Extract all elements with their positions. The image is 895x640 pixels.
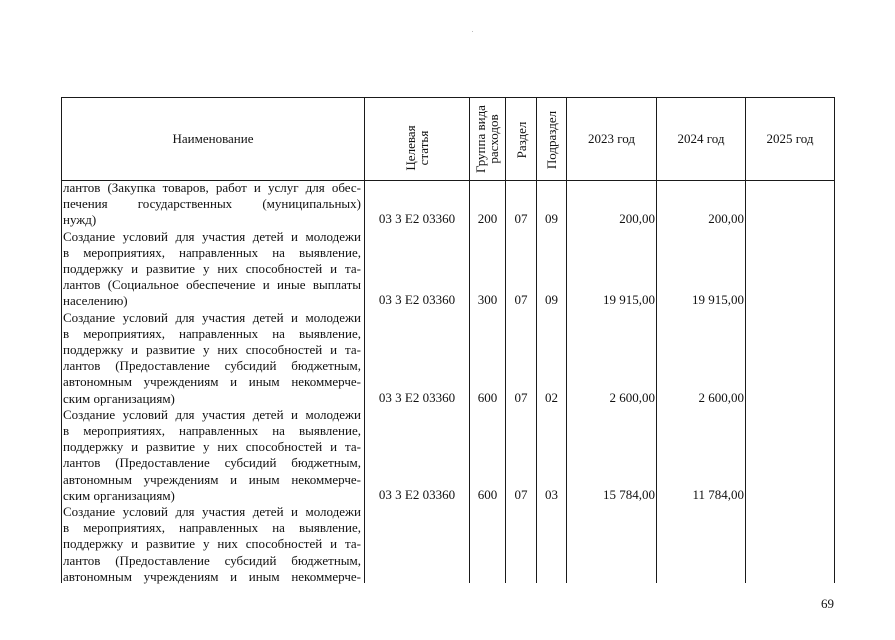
name-line: автономным учреждениям и иным некоммерче- <box>63 374 361 390</box>
page-number: 69 <box>821 596 834 611</box>
name-line: поддержку и развитие у них способностей и та- <box>63 260 361 276</box>
header-target-article-line1: Целевая <box>403 125 418 171</box>
name-line: лантов (Закупка товаров, работ и услуг для обес- <box>63 180 361 195</box>
name-line: Создание условий для участия детей и молодежи <box>63 504 361 519</box>
name-line: населению) <box>63 293 128 309</box>
name-line: лантов (Предоставление субсидий бюджетным, <box>63 358 361 374</box>
header-2024: 2024 год <box>677 131 725 146</box>
scan-speck <box>472 31 473 32</box>
header-section-label: Раздел <box>513 121 529 159</box>
header-section <box>512 99 530 181</box>
name-line: поддержку и развитие у них способностей и та- <box>63 536 361 552</box>
name-line: автономным учреждениям и иным некоммерче- <box>63 568 361 584</box>
name-line: в мероприятиях, направленных на выявление, <box>63 244 361 260</box>
name-line: Создание условий для участия детей и молодежи <box>63 228 361 244</box>
header-target-article-line2: статья <box>416 130 431 166</box>
col-border-3 <box>505 97 506 583</box>
col-border-8 <box>834 97 835 583</box>
name-line: в мероприятиях, направленных на выявление, <box>63 422 361 438</box>
name-line: в мероприятиях, направленных на выявление, <box>63 325 361 341</box>
row-2-section: 07 <box>514 292 528 307</box>
row-4-section: 07 <box>514 487 528 502</box>
header-expense-group-line1: Группа вида <box>473 105 488 173</box>
table-row-5-name <box>63 504 361 585</box>
table-row-4-name <box>63 407 361 504</box>
row-4-subsection: 03 <box>545 487 558 502</box>
row-1-article: 03 3 Е2 03360 <box>378 211 456 226</box>
row-3-article: 03 3 Е2 03360 <box>378 390 456 405</box>
row-1-2024: 200,00 <box>708 211 744 226</box>
row-3-2023: 2 600,00 <box>609 390 655 405</box>
row-4-2024: 11 784,00 <box>692 487 744 502</box>
row-2-2024: 19 915,00 <box>692 292 744 307</box>
row-4-group: 600 <box>477 487 498 502</box>
header-name: Наименование <box>172 131 254 146</box>
header-expense-group-line2: расходов <box>486 114 501 164</box>
name-line: в мероприятиях, направленных на выявление, <box>63 520 361 536</box>
header-2025: 2025 год <box>766 131 814 146</box>
header-target-article <box>397 107 437 189</box>
row-2-article: 03 3 Е2 03360 <box>378 292 456 307</box>
row-1-2023: 200,00 <box>619 211 655 226</box>
table-row-2-name <box>63 229 361 310</box>
name-line: поддержку и развитие у них способностей и та- <box>63 439 361 455</box>
row-3-section: 07 <box>514 390 528 405</box>
row-1-group: 200 <box>477 211 498 226</box>
row-4-2023: 15 784,00 <box>603 487 655 502</box>
row-2-subsection: 09 <box>545 292 558 307</box>
name-line: лантов (Предоставление субсидий бюджетным, <box>63 455 361 471</box>
row-1-subsection: 09 <box>545 211 558 226</box>
row-3-2024: 2 600,00 <box>698 390 744 405</box>
name-line: ским организациям) <box>63 390 175 406</box>
name-line: Создание условий для участия детей и молодежи <box>63 309 361 325</box>
name-line: нужд) <box>63 212 97 228</box>
col-border-4 <box>536 97 537 583</box>
name-line: печения государственных (муниципальных) <box>63 196 361 212</box>
name-line: ским организациям) <box>63 487 175 503</box>
row-4-article: 03 3 Е2 03360 <box>378 487 456 502</box>
name-line: поддержку и развитие у них способностей и та- <box>63 341 361 357</box>
table-row-1-name <box>63 180 361 229</box>
name-line: автономным учреждениям и иным некоммерче- <box>63 471 361 487</box>
row-2-2023: 19 915,00 <box>603 292 655 307</box>
col-border-1 <box>364 97 365 583</box>
header-2023: 2023 год <box>588 131 635 146</box>
row-3-subsection: 02 <box>545 390 558 405</box>
header-subsection <box>542 99 560 181</box>
row-1-section: 07 <box>514 211 528 226</box>
name-line: лантов (Предоставление субсидий бюджетным, <box>63 552 361 568</box>
table-row-3-name <box>63 310 361 407</box>
name-line: лантов (Социальное обеспечение и иные выплаты <box>63 277 361 293</box>
row-3-group: 600 <box>477 390 498 405</box>
header-expense-group <box>470 97 504 181</box>
header-subsection-label: Подраздел <box>543 110 559 170</box>
name-line: Создание условий для участия детей и молодежи <box>63 406 361 422</box>
row-2-group: 300 <box>477 292 498 307</box>
